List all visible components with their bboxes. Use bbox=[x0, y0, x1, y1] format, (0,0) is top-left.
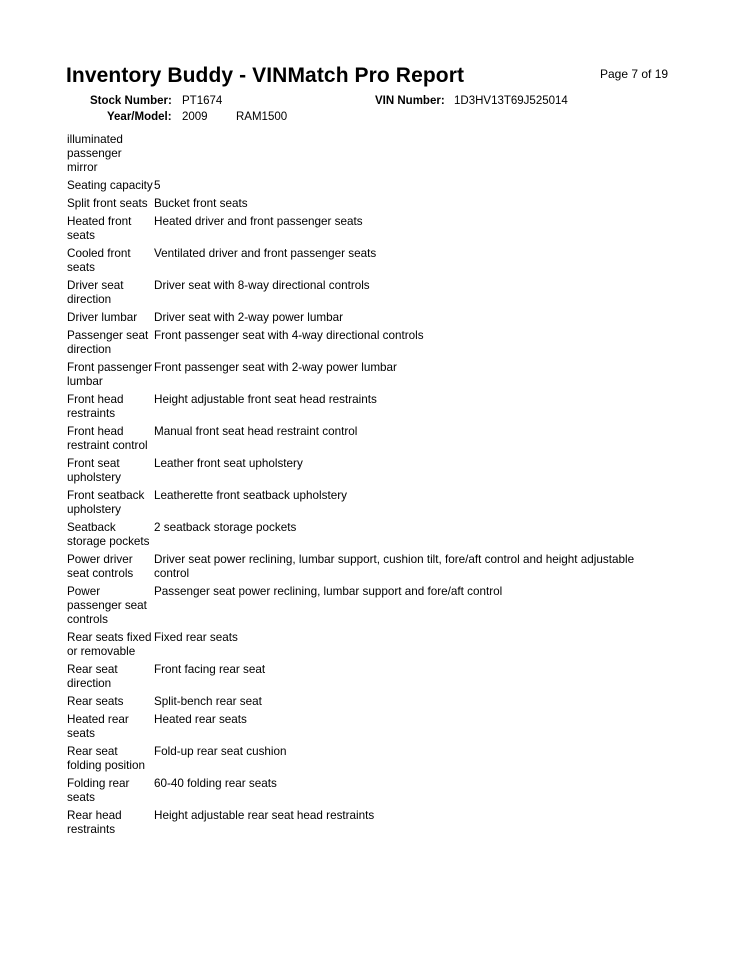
spec-value: Heated driver and front passenger seats bbox=[154, 215, 363, 228]
spec-label: Heated rear seats bbox=[67, 713, 129, 740]
vin-value: 1D3HV13T69J525014 bbox=[454, 95, 568, 107]
spec-value: 2 seatback storage pockets bbox=[154, 521, 297, 534]
spec-label: Front passenger lumbar bbox=[67, 361, 153, 388]
spec-value: Height adjustable front seat head restraints bbox=[154, 393, 377, 406]
spec-value: Fixed rear seats bbox=[154, 631, 238, 644]
spec-value: Driver seat with 8-way directional controls bbox=[154, 279, 370, 292]
spec-row bbox=[67, 809, 667, 837]
spec-row bbox=[67, 179, 667, 193]
spec-row bbox=[67, 247, 667, 275]
spec-label: Cooled front seats bbox=[67, 247, 131, 274]
spec-row bbox=[67, 425, 667, 453]
spec-value: Bucket front seats bbox=[154, 197, 248, 210]
spec-row bbox=[67, 215, 667, 243]
spec-row bbox=[67, 663, 667, 691]
spec-row bbox=[67, 457, 667, 485]
spec-value: Manual front seat head restraint control bbox=[154, 425, 358, 438]
spec-value: Leatherette front seatback upholstery bbox=[154, 489, 347, 502]
spec-row bbox=[67, 777, 667, 805]
spec-label: Heated front seats bbox=[67, 215, 132, 242]
spec-row bbox=[67, 553, 667, 581]
spec-row bbox=[67, 585, 667, 627]
page-number: Page 7 of 19 bbox=[600, 67, 669, 81]
spec-value: Front passenger seat with 2-way power lumbar bbox=[154, 361, 397, 374]
report-title: Inventory Buddy - VINMatch Pro Report bbox=[66, 64, 465, 87]
spec-label: Passenger seat direction bbox=[67, 329, 149, 356]
spec-value: Front passenger seat with 4-way directional controls bbox=[154, 329, 424, 342]
spec-label: Seatback storage pockets bbox=[67, 521, 150, 548]
spec-value: Ventilated driver and front passenger seats bbox=[154, 247, 377, 260]
spec-label: Folding rear seats bbox=[67, 777, 130, 804]
spec-row bbox=[67, 713, 667, 741]
spec-label: illuminated passenger mirror bbox=[67, 133, 123, 174]
spec-label: Rear seat direction bbox=[67, 663, 118, 690]
spec-row bbox=[67, 133, 667, 175]
spec-value: 5 bbox=[154, 179, 161, 192]
spec-label: Rear seats fixed or removable bbox=[67, 631, 152, 658]
spec-label: Front head restraint control bbox=[67, 425, 148, 452]
spec-label: Rear head restraints bbox=[67, 809, 122, 836]
spec-value: Driver seat with 2-way power lumbar bbox=[154, 311, 344, 324]
spec-list bbox=[67, 133, 667, 841]
spec-row bbox=[67, 311, 667, 325]
spec-row bbox=[67, 329, 667, 357]
spec-row bbox=[67, 631, 667, 659]
spec-label: Driver seat direction bbox=[67, 279, 124, 306]
spec-value: Passenger seat power reclining, lumbar support and fore/aft control bbox=[154, 585, 503, 598]
spec-row bbox=[67, 521, 667, 549]
stock-number-label: Stock Number: bbox=[90, 95, 172, 107]
spec-value: Heated rear seats bbox=[154, 713, 247, 726]
spec-value: Fold-up rear seat cushion bbox=[154, 745, 287, 758]
spec-row bbox=[67, 393, 667, 421]
year-value: 2009 bbox=[182, 111, 208, 123]
spec-label: Front seatback upholstery bbox=[67, 489, 145, 516]
spec-label: Split front seats bbox=[67, 197, 148, 210]
spec-label: Driver lumbar bbox=[67, 311, 138, 324]
spec-label: Power driver seat controls bbox=[67, 553, 134, 580]
spec-value: 60-40 folding rear seats bbox=[154, 777, 277, 790]
spec-value: Front facing rear seat bbox=[154, 663, 266, 676]
spec-label: Rear seat folding position bbox=[67, 745, 145, 772]
spec-label: Seating capacity bbox=[67, 179, 153, 192]
year-model-label: Year/Model: bbox=[107, 111, 172, 123]
spec-row bbox=[67, 361, 667, 389]
vin-label: VIN Number: bbox=[375, 95, 445, 107]
spec-value: Height adjustable rear seat head restraints bbox=[154, 809, 375, 822]
spec-value: Split-bench rear seat bbox=[154, 695, 262, 708]
spec-value: Driver seat power reclining, lumbar support, cushion tilt, fore/aft control and height adjustable control bbox=[154, 553, 635, 580]
spec-label: Rear seats bbox=[67, 695, 124, 708]
spec-row bbox=[67, 279, 667, 307]
spec-row bbox=[67, 489, 667, 517]
spec-value: Leather front seat upholstery bbox=[154, 457, 303, 470]
spec-label: Front head restraints bbox=[67, 393, 124, 420]
model-value: RAM1500 bbox=[236, 111, 288, 123]
spec-row bbox=[67, 197, 667, 211]
spec-row bbox=[67, 695, 667, 709]
spec-row bbox=[67, 745, 667, 773]
spec-label: Power passenger seat controls bbox=[67, 585, 147, 626]
stock-number-value: PT1674 bbox=[182, 95, 223, 107]
spec-label: Front seat upholstery bbox=[67, 457, 121, 484]
